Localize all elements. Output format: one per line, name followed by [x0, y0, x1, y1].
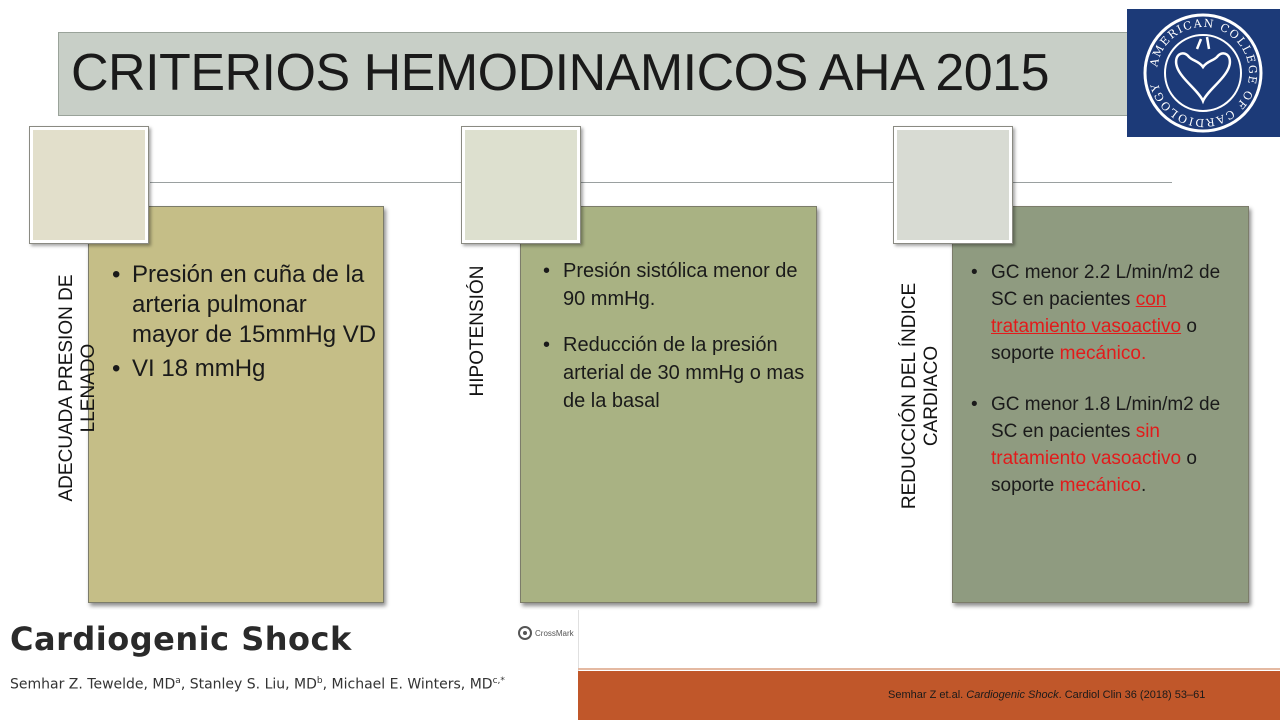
highlight-text: mecánico: [1059, 475, 1141, 496]
item-text: o soporte: [991, 316, 1197, 364]
crossmark-icon: [518, 626, 532, 640]
author-name: Michael E. Winters, MD: [331, 676, 493, 693]
list-item: • Reducción de la presión arterial de 30 mmHg o mas de la basal: [563, 331, 811, 415]
slide-title: CRITERIOS HEMODINAMICOS AHA 2015: [71, 44, 1050, 102]
seal-text: AMERICAN COLLEGE OF CARDIOLOGY: [1147, 16, 1260, 130]
svg-text:AMERICAN COLLEGE OF CARDIOLOGY: [1147, 17, 1259, 129]
crossmark-label: CrossMark: [535, 628, 574, 638]
column-card-1: [88, 206, 384, 603]
column-marker-3: [893, 126, 1013, 244]
highlight-text: sin tratamiento vasoactivo: [991, 421, 1182, 469]
column-label-1: ADECUADA PRESION DE LLENADO: [56, 274, 99, 502]
column-card-2: [520, 206, 817, 603]
footer-bar: [578, 671, 1280, 720]
bullet-list-3: [991, 259, 1241, 523]
highlight-text: mecánico.: [1059, 343, 1147, 364]
citation-title: Cardiogenic Shock: [966, 689, 1059, 701]
column-label-3: REDUCCIÓN DEL ÍNDICE CARDIACO: [899, 282, 942, 510]
citation: [888, 689, 1205, 701]
list-item: • Presión en cuña de la arteria pulmonar mayor de 15mmHg VD: [132, 260, 377, 350]
footer-accent-line: [578, 668, 1280, 670]
author-affiliation: a: [175, 676, 181, 686]
column-card-3: [952, 206, 1249, 603]
bullet-list-2: [563, 257, 811, 433]
column-label-2: HIPOTENSIÓN: [467, 265, 488, 397]
paper-header-image: [0, 610, 579, 720]
list-item: [991, 259, 1241, 367]
list-item: • VI 18 mmHg: [132, 354, 377, 384]
author-affiliation: b: [316, 676, 323, 686]
timeline-line: [150, 182, 1172, 183]
paper-title: Cardiogenic Shock: [10, 620, 352, 658]
item-text: GC menor 2.2 L/min/m2 de SC en pacientes: [991, 262, 1221, 310]
highlight-text: con tratamiento vasoactivo: [991, 289, 1182, 337]
bullet-list-1: [132, 260, 377, 388]
item-text: o soporte: [991, 448, 1197, 496]
author-name: Semhar Z. Tewelde, MD: [10, 676, 176, 693]
list-item: [991, 391, 1241, 499]
column-marker-1: [29, 126, 149, 244]
american-college-of-cardiology-seal-icon: [1127, 9, 1280, 137]
item-text: .: [1140, 475, 1147, 496]
crossmark-badge: [518, 626, 574, 640]
list-item: • Presión sistólica menor de 90 mmHg.: [563, 257, 811, 313]
column-marker-2: [461, 126, 581, 244]
item-text: GC menor 1.8 L/min/m2 de SC en pacientes: [991, 394, 1221, 442]
paper-authors: Semhar Z. Tewelde, $MD^a$, Stanley S. Liu, $MD^b$, Michael E. Winters, $MD^{c,*}$: [10, 676, 505, 693]
author-name: Stanley S. Liu, MD: [189, 676, 317, 693]
citation-text: Semhar Z et.al.: [888, 689, 967, 701]
citation-text: . Cardiol Clin 36 (2018) 53–61: [1058, 689, 1206, 701]
author-affiliation: c,*: [492, 676, 505, 686]
title-bar: [58, 32, 1130, 116]
logo: [1127, 9, 1280, 137]
